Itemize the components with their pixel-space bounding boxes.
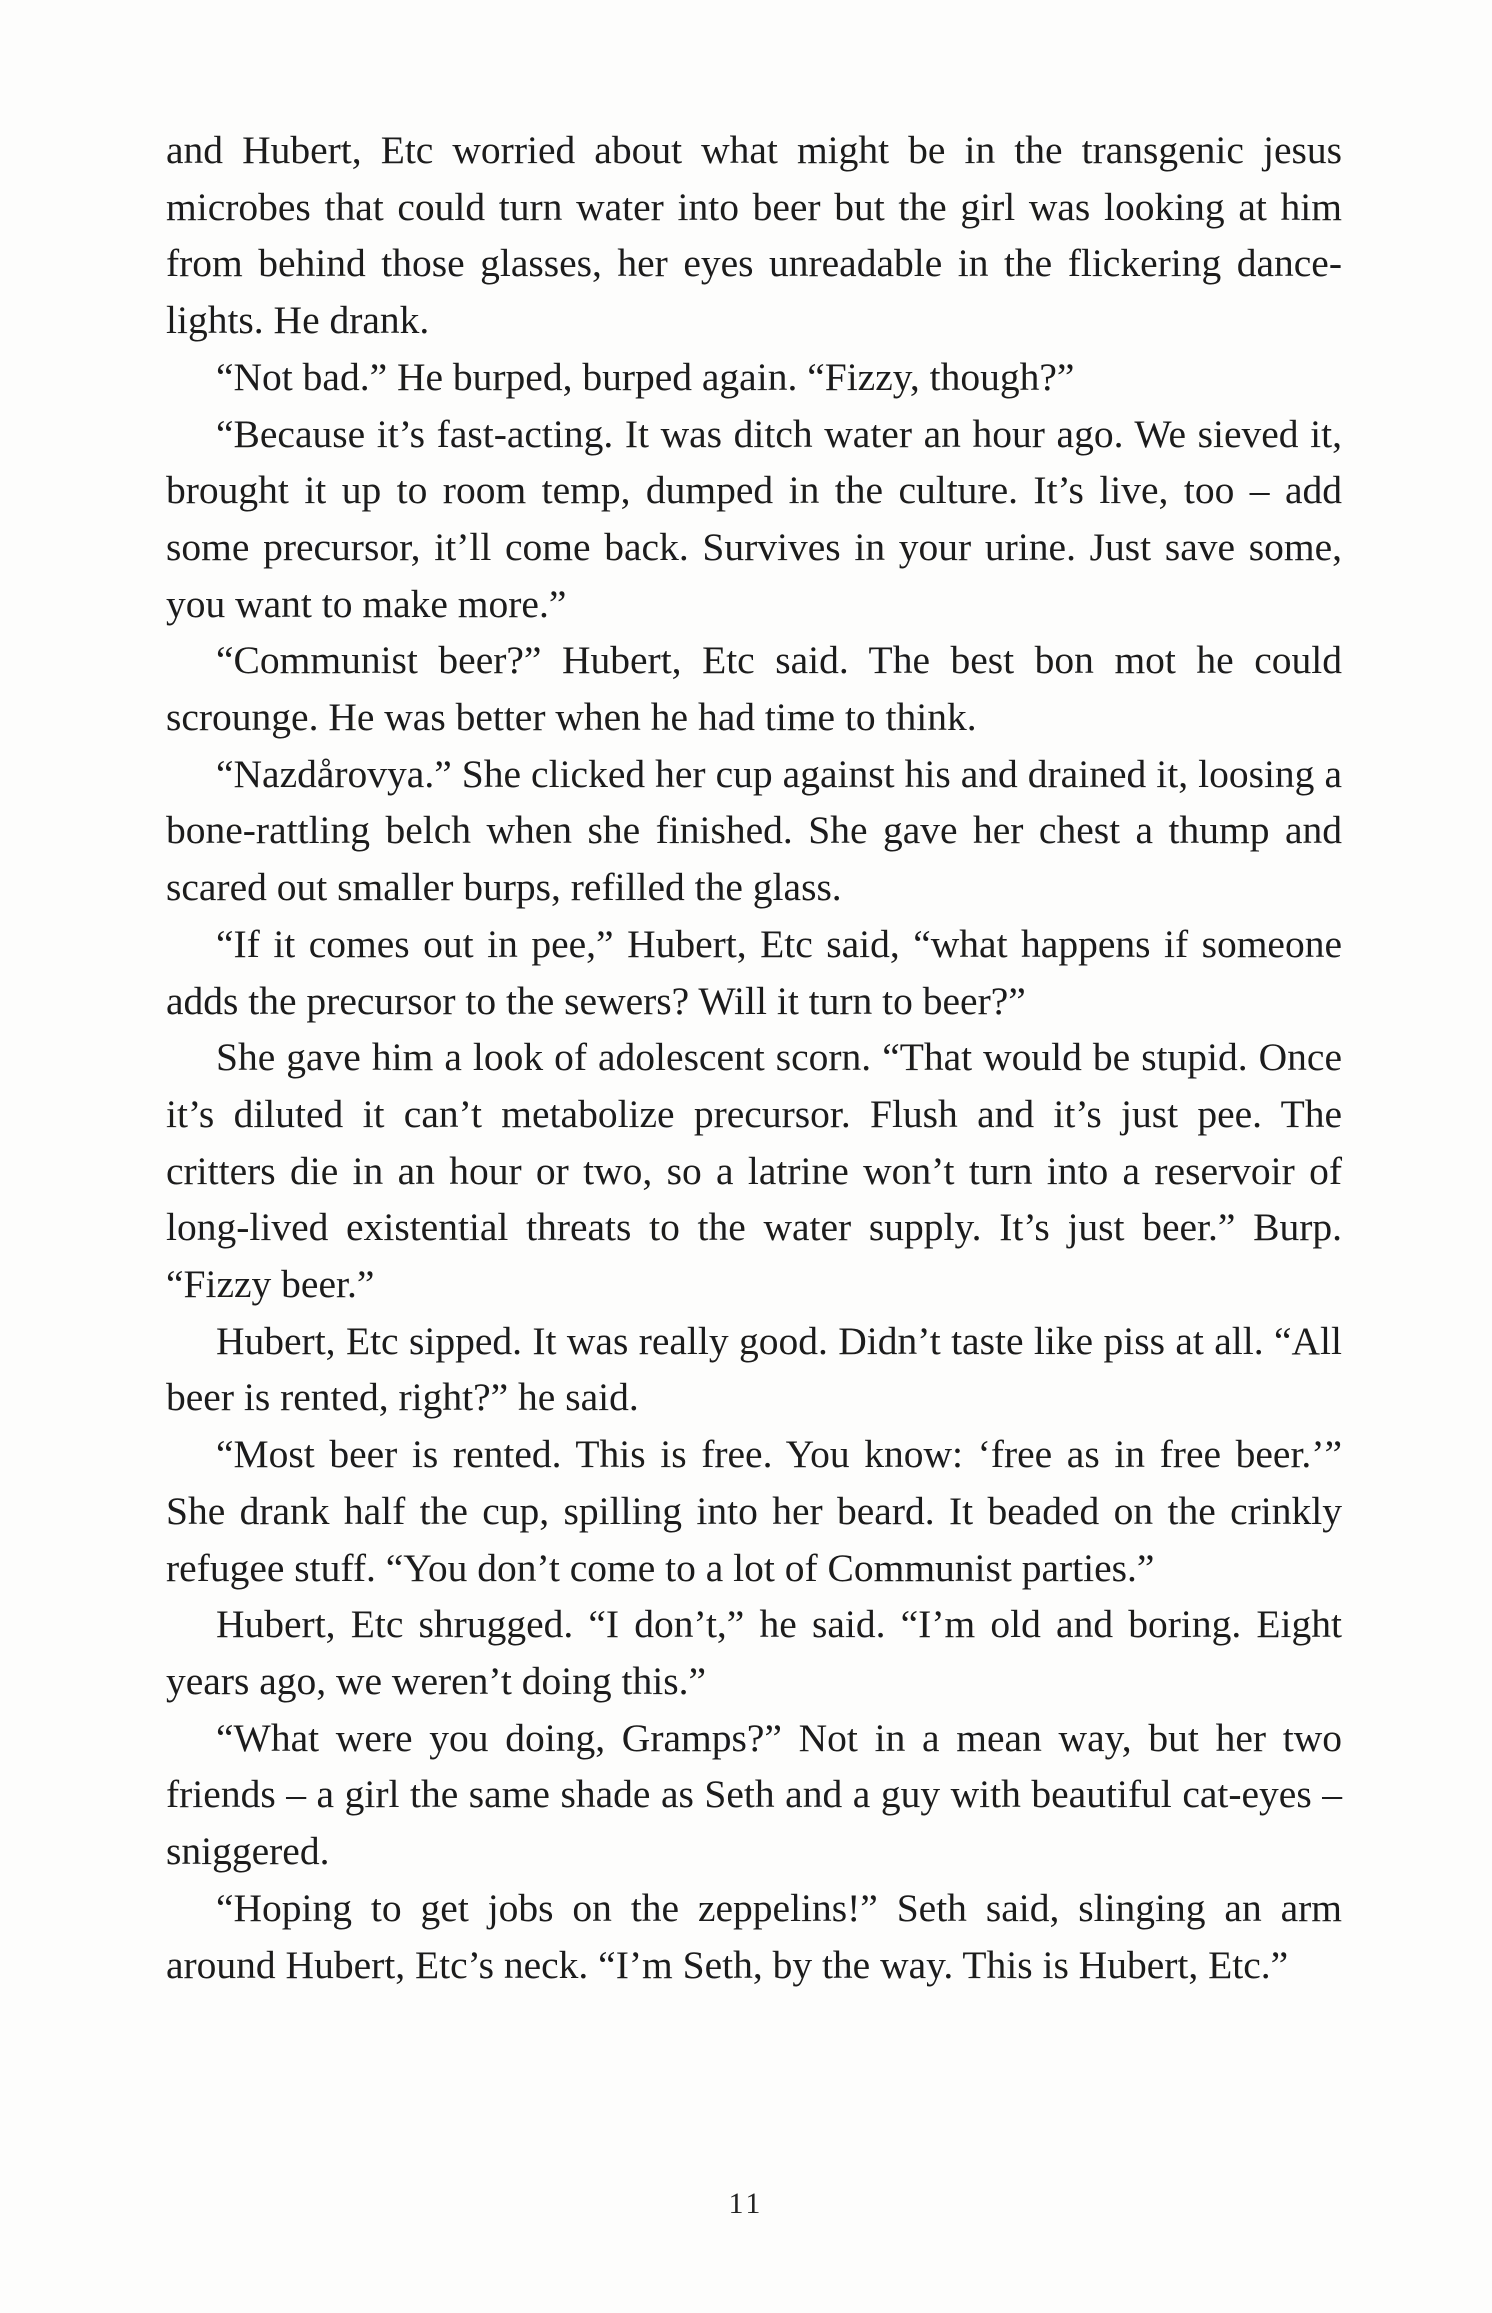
paragraph: She gave him a look of adolescent scorn. “That would be stupid. Once it’s diluted it can’t metabolize precursor. Flush and it’s just pee. The critters die in an hour or two, so a latrine won’t turn into a reservoir of long-lived existential threats to the water supply. It’s just beer.” Burp. “Fizzy beer.” (166, 1035, 1342, 1307)
paragraph: “Nazdårovya.” She clicked her cup against his and drained it, loosing a bone-rattling belch when she finished. She gave her chest a thump and scared out smaller burps, refilled the glass. (166, 751, 1342, 910)
paragraph: Hubert, Etc sipped. It was really good. Didn’t taste like piss at all. “All beer is rented, right?” he said. (166, 1318, 1342, 1420)
paragraph: “Communist beer?” Hubert, Etc said. The best bon mot he could scrounge. He was better when he had time to think. (166, 638, 1342, 740)
page-number: 11 (728, 2187, 764, 2220)
paragraph: “If it comes out in pee,” Hubert, Etc said, “what happens if someone adds the precursor to the sewers? Will it turn to beer?” (166, 921, 1342, 1023)
paragraph: and Hubert, Etc worried about what might be in the transgenic jesus microbes that could turn water into beer but the girl was looking at him from behind those glasses, her eyes unreadable in the flickering dance-lights. He drank. (166, 128, 1342, 343)
paragraph: “Most beer is rented. This is free. You know: ‘free as in free beer.’” She drank half the cup, spilling into her beard. It beaded on the crinkly refugee stuff. “You don’t come to a lot of Communist parties.” (166, 1432, 1342, 1590)
body-text (166, 122, 1342, 1993)
paragraph: Hubert, Etc shrugged. “I don’t,” he said. “I’m old and boring. Eight years ago, we weren’t doing this.” (166, 1602, 1342, 1703)
paragraph: “Not bad.” He burped, burped again. “Fizzy, though?” (216, 354, 1075, 399)
paragraph: “Because it’s fast-acting. It was ditch water an hour ago. We sieved it, brought it up to room temp, dumped in the culture. It’s live, too – add some precursor, it’ll come back. Survives in your urine. Just save some, you want to make more.” (166, 411, 1342, 626)
paragraph: “Hoping to get jobs on the zeppelins!” Seth said, slinging an arm around Hubert, Etc’s neck. “I’m Seth, by the way. This is Hubert, Etc.” (166, 1885, 1342, 1987)
paragraph: “What were you doing, Gramps?” Not in a mean way, but her two friends – a girl the same shade as Seth and a guy with beautiful cat-eyes – sniggered. (166, 1715, 1342, 1874)
